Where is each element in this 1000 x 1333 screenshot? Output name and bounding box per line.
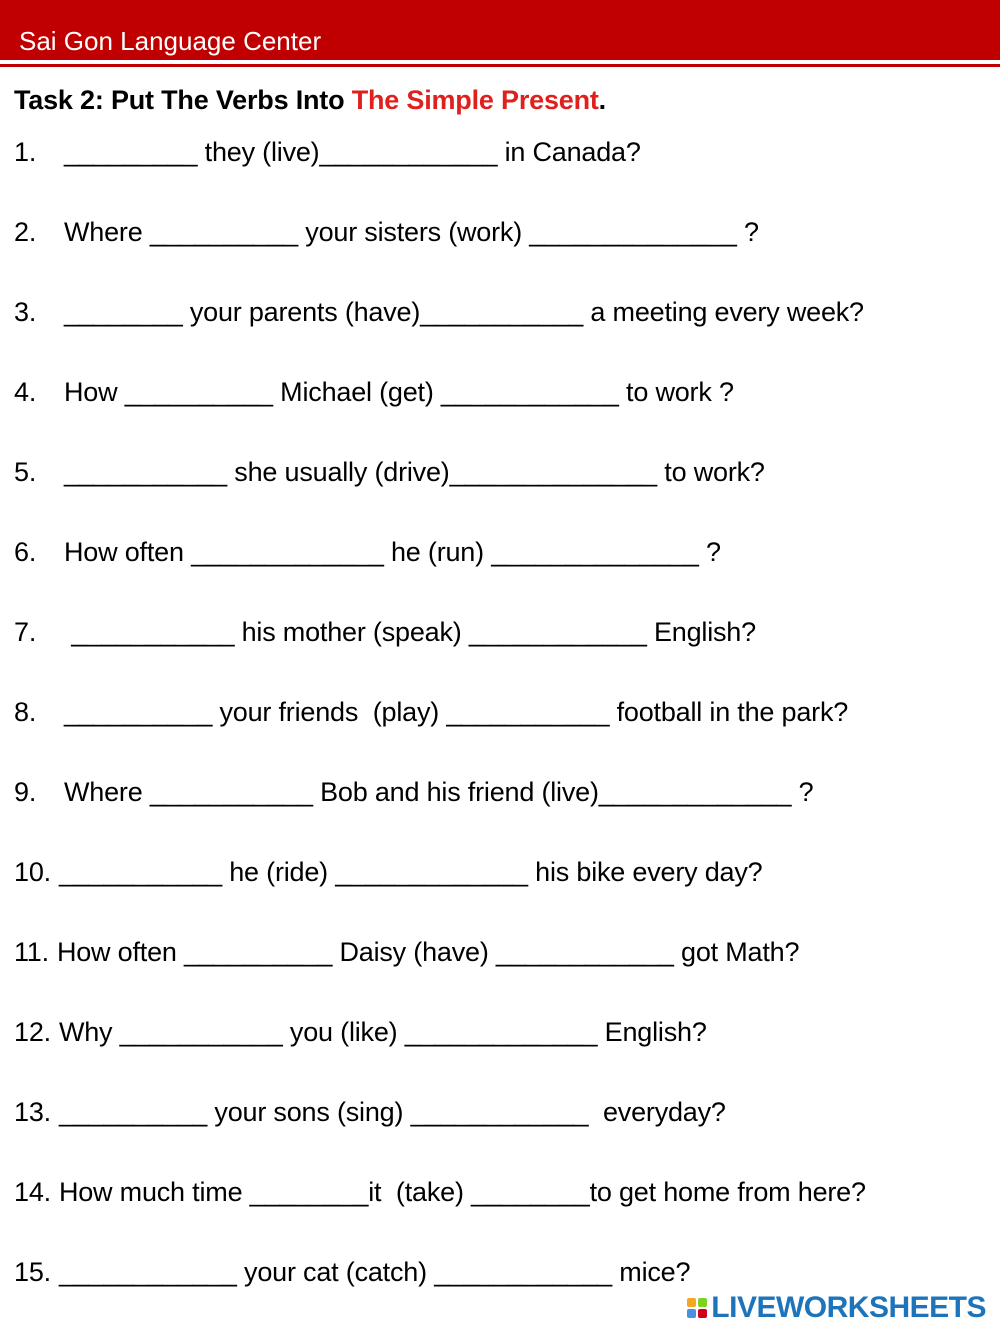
- watermark-text: LIVEWORKSHEETS: [711, 1291, 986, 1324]
- question-text: ________ your parents (have)___________ a meeting every week?: [64, 297, 864, 327]
- task-title: [14, 82, 606, 118]
- question-text: ___________ he (ride) _____________ his bike every day?: [58, 857, 763, 887]
- task-highlight: The Simple Present: [351, 85, 599, 115]
- question-6: [14, 532, 721, 572]
- liveworksheets-logo-icon: [687, 1298, 707, 1318]
- question-text: ___________ his mother (speak) ____________ English?: [64, 617, 756, 647]
- question-number: 8.: [14, 697, 37, 727]
- liveworksheets-watermark: [687, 1291, 986, 1325]
- question-number: 11.: [14, 937, 49, 967]
- question-text: ____________ your cat (catch) ____________ mice?: [58, 1257, 691, 1287]
- question-number: 13.: [14, 1097, 51, 1127]
- question-2: [14, 212, 759, 252]
- question-10: [14, 852, 763, 892]
- question-number: 9.: [14, 777, 37, 807]
- question-number: 6.: [14, 537, 37, 567]
- question-15: [14, 1252, 690, 1292]
- question-number: 12.: [14, 1017, 51, 1047]
- question-number: 14.: [14, 1177, 51, 1207]
- question-1: [14, 132, 641, 172]
- question-number: 1.: [14, 137, 37, 167]
- question-number: 4.: [14, 377, 37, 407]
- question-text: __________ your friends (play) ___________ football in the park?: [64, 697, 849, 727]
- question-number: 2.: [14, 217, 37, 247]
- question-text: How __________ Michael (get) ____________ to work ?: [64, 377, 734, 407]
- question-13: [14, 1092, 726, 1132]
- header-divider: [0, 64, 1000, 67]
- question-number: 10.: [14, 857, 51, 887]
- question-3: [14, 292, 864, 332]
- question-number: 7.: [14, 617, 37, 647]
- question-text: How much time ________it (take) ________to get home from here?: [58, 1177, 866, 1207]
- question-text: _________ they (live)____________ in Canada?: [64, 137, 641, 167]
- question-text: ___________ she usually (drive)______________ to work?: [64, 457, 765, 487]
- question-9: [14, 772, 813, 812]
- question-4: [14, 372, 734, 412]
- task-label: Task 2: Put The Verbs Into: [14, 85, 352, 115]
- question-8: [14, 692, 848, 732]
- question-text: How often _____________ he (run) ______________ ?: [64, 537, 721, 567]
- question-text: Where __________ your sisters (work) ______________ ?: [64, 217, 759, 247]
- question-7: [14, 612, 756, 652]
- question-5: [14, 452, 765, 492]
- question-12: [14, 1012, 707, 1052]
- question-text: __________ your sons (sing) ____________ everyday?: [58, 1097, 726, 1127]
- task-end: .: [598, 85, 606, 115]
- question-number: 5.: [14, 457, 37, 487]
- question-number: 15.: [14, 1257, 51, 1287]
- question-number: 3.: [14, 297, 37, 327]
- question-text: How often __________ Daisy (have) ____________ got Math?: [56, 937, 800, 967]
- question-14: [14, 1172, 866, 1212]
- header-title: Sai Gon Language Center: [19, 26, 322, 56]
- question-11: [14, 932, 799, 972]
- question-text: Why ___________ you (like) _____________ English?: [58, 1017, 707, 1047]
- question-text: Where ___________ Bob and his friend (live)_____________ ?: [64, 777, 814, 807]
